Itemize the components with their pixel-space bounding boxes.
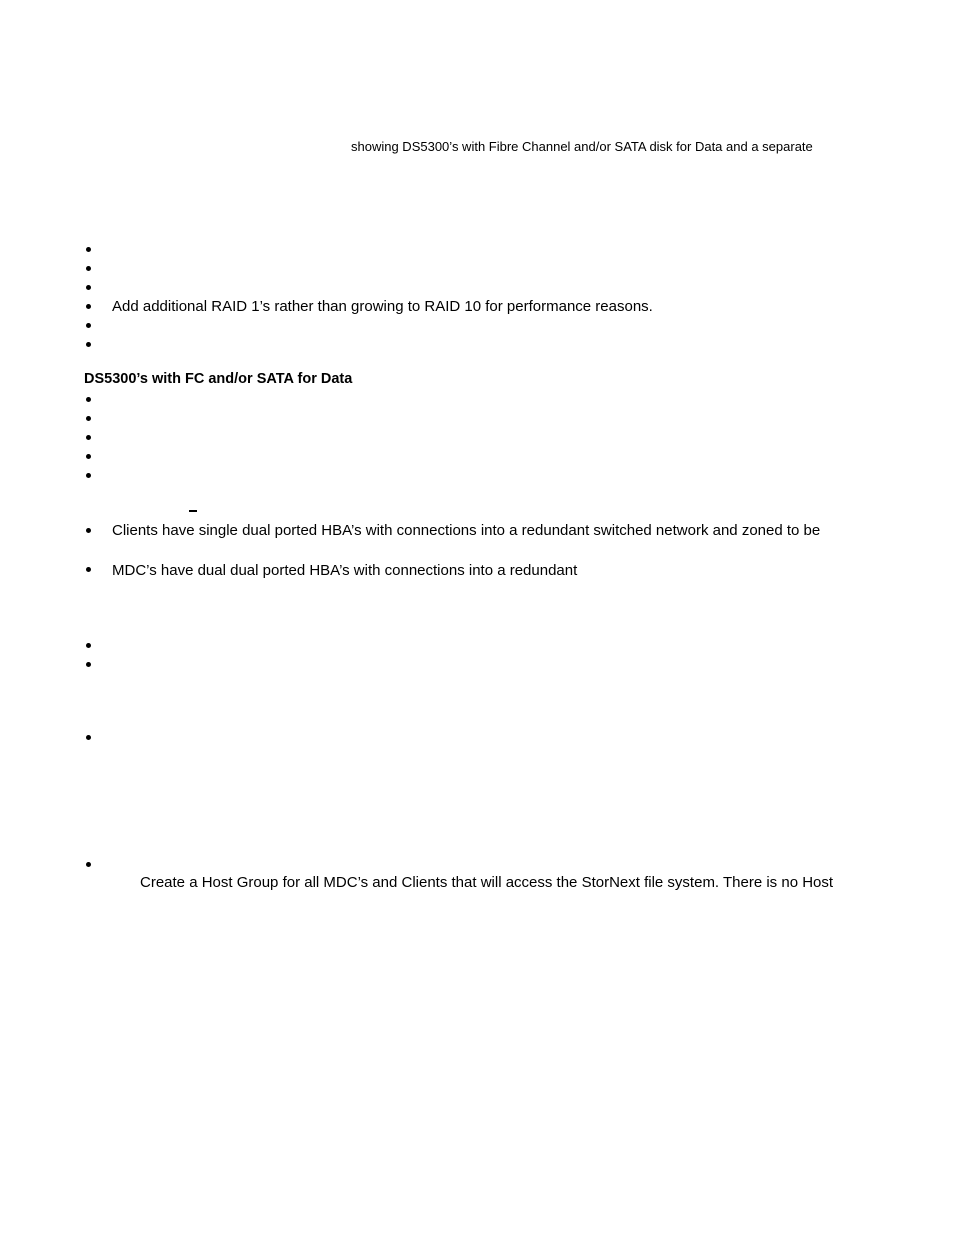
bullet-icon <box>86 862 91 867</box>
host-group-paragraph: Create a Host Group for all MDC’s and Clients that will access the StorNext file system. There is no Host <box>140 874 834 891</box>
figure-caption: showing DS5300’s with Fibre Channel and/or SATA disk for Data and a separate <box>351 139 813 154</box>
section-heading: DS5300’s with FC and/or SATA for Data <box>84 371 353 387</box>
list-item: MDC’s have dual dual ported HBA’s with connections into a redundant <box>112 562 578 579</box>
bullet-icon <box>86 397 91 402</box>
bullet-icon <box>86 304 91 309</box>
bullet-icon <box>86 416 91 421</box>
bullet-icon <box>86 662 91 667</box>
bullet-icon <box>86 735 91 740</box>
bullet-icon <box>86 435 91 440</box>
bullet-icon <box>86 473 91 478</box>
bullet-icon <box>86 285 91 290</box>
bullet-icon <box>86 454 91 459</box>
dash-mark <box>189 510 197 512</box>
bullet-icon <box>86 567 91 572</box>
bullet-icon <box>86 643 91 648</box>
bullet-icon <box>86 342 91 347</box>
list-item: Add additional RAID 1’s rather than growing to RAID 10 for performance reasons. <box>112 298 653 315</box>
bullet-icon <box>86 247 91 252</box>
list-item: Clients have single dual ported HBA’s with connections into a redundant switched network and zoned to be <box>112 522 821 539</box>
bullet-icon <box>86 323 91 328</box>
bullet-icon <box>86 528 91 533</box>
bullet-icon <box>86 266 91 271</box>
